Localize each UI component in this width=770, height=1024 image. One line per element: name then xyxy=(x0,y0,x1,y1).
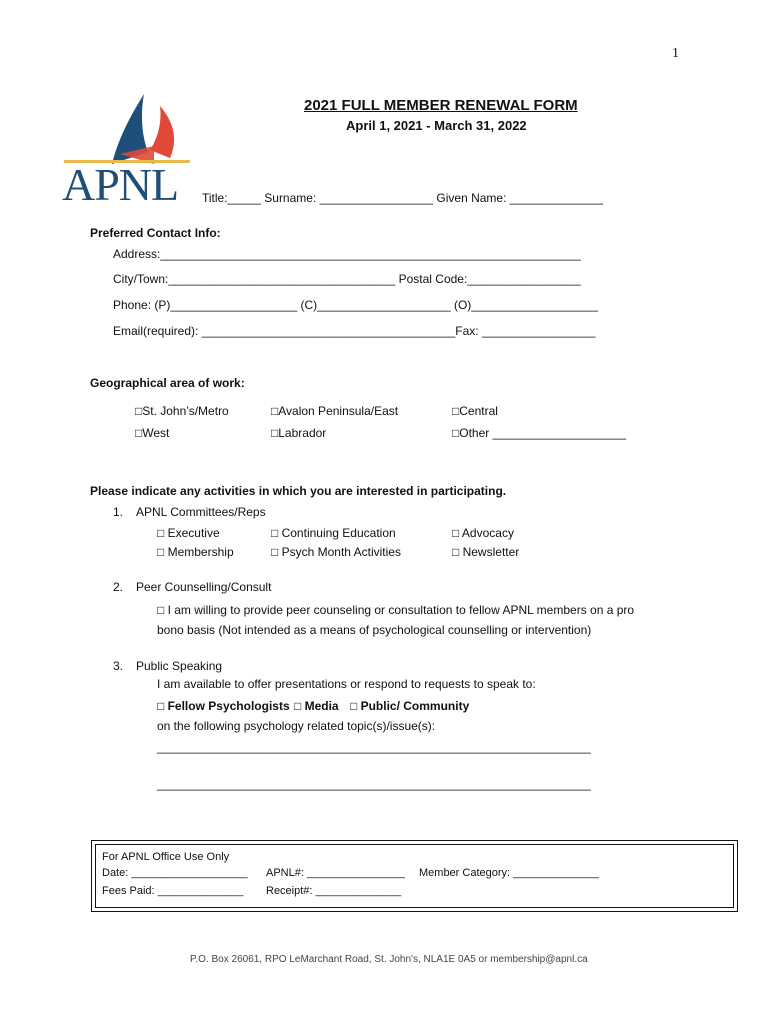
form-subtitle: April 1, 2021 - March 31, 2022 xyxy=(346,118,527,133)
peer-counselling-note: bono basis (Not intended as a means of psychological counselling or intervention) xyxy=(157,623,592,637)
item3-number: 3. xyxy=(113,659,124,673)
item1-title: APNL Committees/Reps xyxy=(136,505,266,519)
checkbox-icon[interactable]: □ xyxy=(157,526,165,540)
office-fees-field[interactable]: Fees Paid: ______________ xyxy=(102,885,244,897)
topics-label: on the following psychology related topic(s)/issue(s): xyxy=(157,719,436,733)
email-fax-field[interactable]: Email(required): ______________________________________Fax: _________________ xyxy=(113,324,596,338)
office-receipt-field[interactable]: Receipt#: ______________ xyxy=(266,885,402,897)
geo-option-st-johns[interactable]: □St. John’s/Metro xyxy=(135,404,229,418)
checkbox-icon[interactable]: □ xyxy=(452,526,460,540)
geo-option-west[interactable]: □West xyxy=(135,426,170,440)
geo-option-avalon[interactable]: □Avalon Peninsula/East xyxy=(271,404,399,418)
topics-line-1[interactable]: _________________________________________________________________ xyxy=(157,740,591,754)
checkbox-icon[interactable]: □ xyxy=(452,545,460,559)
checkbox-icon[interactable]: □ xyxy=(271,545,279,559)
office-date-field[interactable]: Date: ___________________ xyxy=(102,867,248,879)
option-executive[interactable]: □ Executive xyxy=(157,526,220,540)
checkbox-icon[interactable]: □ xyxy=(271,526,279,540)
option-advocacy[interactable]: □ Advocacy xyxy=(452,526,514,540)
page-number: 1 xyxy=(672,46,679,61)
checkbox-icon[interactable]: □ xyxy=(452,404,460,418)
checkbox-icon[interactable]: □ xyxy=(452,426,460,440)
activities-heading: Please indicate any activities in which you are interested in participating. xyxy=(90,484,507,498)
footer-address: P.O. Box 26061, RPO LeMarchant Road, St. John's, NLA1E 0A5 or membership@apnl.ca xyxy=(190,954,588,965)
city-postal-field[interactable]: City/Town:__________________________________ Postal Code:_________________ xyxy=(113,272,581,286)
geo-option-labrador[interactable]: □Labrador xyxy=(271,426,327,440)
checkbox-icon[interactable]: □ xyxy=(157,603,165,617)
option-psych-month[interactable]: □ Psych Month Activities xyxy=(271,545,401,559)
checkbox-icon[interactable]: □ xyxy=(271,426,279,440)
name-fields[interactable]: Title:_____ Surname: _________________ Given Name: ______________ xyxy=(202,191,604,205)
form-title: 2021 FULL MEMBER RENEWAL FORM xyxy=(304,97,578,114)
checkbox-icon[interactable]: □ xyxy=(294,699,302,713)
checkbox-icon[interactable]: □ xyxy=(135,404,143,418)
logo-text: APNL xyxy=(62,159,179,210)
item1-number: 1. xyxy=(113,505,124,519)
topics-line-2[interactable]: _________________________________________________________________ xyxy=(157,777,591,791)
item3-title: Public Speaking xyxy=(136,659,223,673)
checkbox-icon[interactable]: □ xyxy=(135,426,143,440)
address-field[interactable]: Address:_______________________________________________________________ xyxy=(113,247,581,261)
geo-option-central[interactable]: □Central xyxy=(452,404,498,418)
option-fellow-psychologists[interactable]: □ Fellow Psychologists xyxy=(157,699,290,713)
checkbox-icon[interactable]: □ xyxy=(157,699,165,713)
geo-option-other[interactable]: □Other ____________________ xyxy=(452,426,627,440)
office-apnl-number-field[interactable]: APNL#: ________________ xyxy=(266,867,405,879)
option-public-community[interactable]: □ Public/ Community xyxy=(350,699,470,713)
option-membership[interactable]: □ Membership xyxy=(157,545,234,559)
public-speaking-intro: I am available to offer presentations or respond to requests to speak to: xyxy=(157,677,536,691)
contact-heading: Preferred Contact Info: xyxy=(90,226,221,240)
option-media[interactable]: □ Media xyxy=(294,699,339,713)
checkbox-icon[interactable]: □ xyxy=(157,545,165,559)
phone-field[interactable]: Phone: (P)___________________ (C)____________________ (O)___________________ xyxy=(113,298,599,312)
checkbox-icon[interactable]: □ xyxy=(350,699,358,713)
peer-counselling-option[interactable]: □ I am willing to provide peer counseling or consultation to fellow APNL members on a pro xyxy=(157,603,635,617)
item2-number: 2. xyxy=(113,580,124,594)
office-heading: For APNL Office Use Only xyxy=(102,851,230,863)
option-continuing-education[interactable]: □ Continuing Education xyxy=(271,526,396,540)
option-newsletter[interactable]: □ Newsletter xyxy=(452,545,520,559)
item2-title: Peer Counselling/Consult xyxy=(136,580,272,594)
apnl-logo xyxy=(62,92,194,210)
checkbox-icon[interactable]: □ xyxy=(271,404,279,418)
office-member-category-field[interactable]: Member Category: ______________ xyxy=(419,867,599,879)
geo-heading: Geographical area of work: xyxy=(90,376,245,390)
